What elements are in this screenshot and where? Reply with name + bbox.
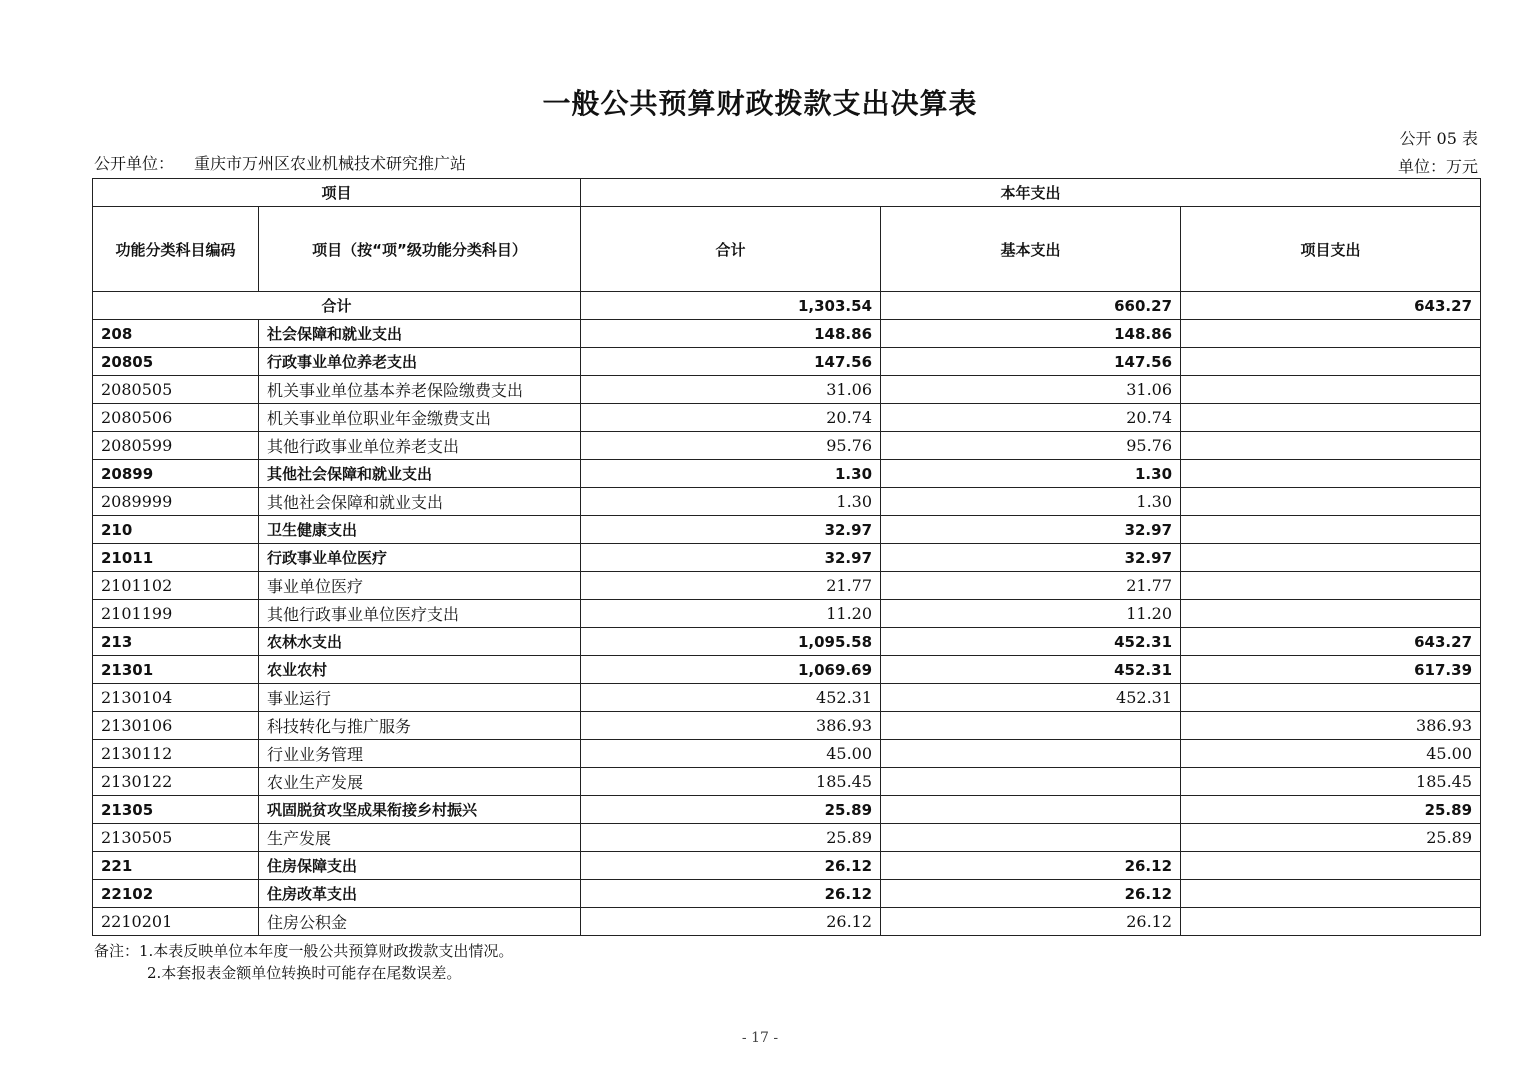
row-basic bbox=[881, 740, 1181, 768]
header-project: 项目支出 bbox=[1181, 207, 1481, 292]
row-project: 386.93 bbox=[1181, 712, 1481, 740]
row-total: 11.20 bbox=[581, 600, 881, 628]
row-total: 32.97 bbox=[581, 544, 881, 572]
row-basic bbox=[881, 768, 1181, 796]
page-number: - 17 - bbox=[741, 1030, 779, 1046]
row-basic: 32.97 bbox=[881, 516, 1181, 544]
row-code: 2101102 bbox=[93, 572, 259, 600]
table-row bbox=[93, 376, 1481, 404]
row-name: 生产发展 bbox=[259, 824, 581, 852]
row-basic bbox=[881, 712, 1181, 740]
row-total: 45.00 bbox=[581, 740, 881, 768]
table-row bbox=[93, 684, 1481, 712]
row-code: 2130122 bbox=[93, 768, 259, 796]
row-name: 行业业务管理 bbox=[259, 740, 581, 768]
note-line-1: 备注：1.本表反映单位本年度一般公共预算财政拨款支出情况。 bbox=[94, 942, 514, 960]
notes bbox=[94, 940, 513, 984]
row-code: 20805 bbox=[93, 348, 259, 376]
row-project: 45.00 bbox=[1181, 740, 1481, 768]
row-total: 20.74 bbox=[581, 404, 881, 432]
row-basic: 452.31 bbox=[881, 684, 1181, 712]
row-basic: 452.31 bbox=[881, 656, 1181, 684]
row-total: 147.56 bbox=[581, 348, 881, 376]
header-code: 功能分类科目编码 bbox=[93, 207, 259, 292]
row-basic: 21.77 bbox=[881, 572, 1181, 600]
unit-label: 公开单位： bbox=[94, 154, 175, 173]
row-code: 21305 bbox=[93, 796, 259, 824]
row-name: 社会保障和就业支出 bbox=[259, 320, 581, 348]
row-name: 行政事业单位养老支出 bbox=[259, 348, 581, 376]
row-project: 25.89 bbox=[1181, 796, 1481, 824]
row-total: 26.12 bbox=[581, 852, 881, 880]
note-line-2: 2.本套报表金额单位转换时可能存在尾数误差。 bbox=[147, 964, 462, 982]
row-code: 21011 bbox=[93, 544, 259, 572]
row-basic: 1.30 bbox=[881, 460, 1181, 488]
row-basic: 148.86 bbox=[881, 320, 1181, 348]
form-number: 公开 05 表 bbox=[1399, 129, 1478, 148]
row-code: 210 bbox=[93, 516, 259, 544]
header-this-year: 本年支出 bbox=[581, 179, 1481, 207]
row-code: 2080506 bbox=[93, 404, 259, 432]
table-row bbox=[93, 432, 1481, 460]
row-project bbox=[1181, 684, 1481, 712]
row-total: 148.86 bbox=[581, 320, 881, 348]
row-project: 617.39 bbox=[1181, 656, 1481, 684]
row-total: 26.12 bbox=[581, 908, 881, 936]
table-row bbox=[93, 460, 1481, 488]
row-total: 25.89 bbox=[581, 796, 881, 824]
row-name: 机关事业单位基本养老保险缴费支出 bbox=[259, 376, 581, 404]
row-total: 26.12 bbox=[581, 880, 881, 908]
table-row bbox=[93, 572, 1481, 600]
table-row bbox=[93, 824, 1481, 852]
table-row bbox=[93, 516, 1481, 544]
row-project bbox=[1181, 348, 1481, 376]
table-row bbox=[93, 600, 1481, 628]
row-total: 452.31 bbox=[581, 684, 881, 712]
row-code: 2210201 bbox=[93, 908, 259, 936]
total-row bbox=[93, 292, 1481, 320]
header-name: 项目（按“项”级功能分类科目） bbox=[259, 207, 581, 292]
row-project bbox=[1181, 320, 1481, 348]
page-title: 一般公共预算财政拨款支出决算表 bbox=[542, 87, 978, 120]
header-item: 项目 bbox=[93, 179, 581, 207]
row-total: 185.45 bbox=[581, 768, 881, 796]
row-project: 25.89 bbox=[1181, 824, 1481, 852]
row-name: 其他行政事业单位医疗支出 bbox=[259, 600, 581, 628]
row-project bbox=[1181, 488, 1481, 516]
row-name: 行政事业单位医疗 bbox=[259, 544, 581, 572]
row-basic bbox=[881, 824, 1181, 852]
table-row bbox=[93, 320, 1481, 348]
row-total: 95.76 bbox=[581, 432, 881, 460]
total-label: 合计 bbox=[93, 292, 581, 320]
row-basic: 32.97 bbox=[881, 544, 1181, 572]
row-total: 31.06 bbox=[581, 376, 881, 404]
table-row bbox=[93, 796, 1481, 824]
row-code: 2130505 bbox=[93, 824, 259, 852]
row-project bbox=[1181, 880, 1481, 908]
header-basic: 基本支出 bbox=[881, 207, 1181, 292]
row-total: 386.93 bbox=[581, 712, 881, 740]
row-project: 185.45 bbox=[1181, 768, 1481, 796]
row-project bbox=[1181, 544, 1481, 572]
row-project bbox=[1181, 908, 1481, 936]
total-project: 643.27 bbox=[1181, 292, 1481, 320]
header-row-top bbox=[93, 179, 1481, 207]
row-name: 机关事业单位职业年金缴费支出 bbox=[259, 404, 581, 432]
row-basic: 20.74 bbox=[881, 404, 1181, 432]
table-row bbox=[93, 768, 1481, 796]
row-name: 农林水支出 bbox=[259, 628, 581, 656]
row-code: 208 bbox=[93, 320, 259, 348]
table-row bbox=[93, 348, 1481, 376]
table-row bbox=[93, 404, 1481, 432]
row-total: 32.97 bbox=[581, 516, 881, 544]
header-total: 合计 bbox=[581, 207, 881, 292]
row-name: 其他行政事业单位养老支出 bbox=[259, 432, 581, 460]
table-row bbox=[93, 712, 1481, 740]
row-name: 住房公积金 bbox=[259, 908, 581, 936]
row-name: 科技转化与推广服务 bbox=[259, 712, 581, 740]
row-name: 其他社会保障和就业支出 bbox=[259, 460, 581, 488]
expenditure-table bbox=[92, 178, 1481, 936]
row-code: 21301 bbox=[93, 656, 259, 684]
row-project: 643.27 bbox=[1181, 628, 1481, 656]
row-code: 2101199 bbox=[93, 600, 259, 628]
row-total: 1.30 bbox=[581, 488, 881, 516]
row-total: 1.30 bbox=[581, 460, 881, 488]
table-row bbox=[93, 908, 1481, 936]
row-basic: 26.12 bbox=[881, 852, 1181, 880]
money-unit: 单位：万元 bbox=[1397, 157, 1478, 176]
row-total: 1,095.58 bbox=[581, 628, 881, 656]
table-row bbox=[93, 488, 1481, 516]
table-row bbox=[93, 852, 1481, 880]
table-row bbox=[93, 544, 1481, 572]
row-project bbox=[1181, 376, 1481, 404]
row-basic: 26.12 bbox=[881, 908, 1181, 936]
row-total: 1,069.69 bbox=[581, 656, 881, 684]
row-basic: 11.20 bbox=[881, 600, 1181, 628]
row-basic: 452.31 bbox=[881, 628, 1181, 656]
row-project bbox=[1181, 516, 1481, 544]
row-basic: 31.06 bbox=[881, 376, 1181, 404]
row-code: 22102 bbox=[93, 880, 259, 908]
row-name: 住房改革支出 bbox=[259, 880, 581, 908]
row-name: 事业运行 bbox=[259, 684, 581, 712]
unit-name: 重庆市万州区农业机械技术研究推广站 bbox=[194, 154, 467, 173]
row-project bbox=[1181, 572, 1481, 600]
row-name: 卫生健康支出 bbox=[259, 516, 581, 544]
header-row-main bbox=[93, 207, 1481, 292]
row-project bbox=[1181, 460, 1481, 488]
row-project bbox=[1181, 404, 1481, 432]
row-project bbox=[1181, 852, 1481, 880]
total-basic: 660.27 bbox=[881, 292, 1181, 320]
row-basic: 95.76 bbox=[881, 432, 1181, 460]
row-project bbox=[1181, 600, 1481, 628]
table-row bbox=[93, 656, 1481, 684]
row-code: 2130106 bbox=[93, 712, 259, 740]
row-code: 213 bbox=[93, 628, 259, 656]
row-code: 221 bbox=[93, 852, 259, 880]
row-basic: 26.12 bbox=[881, 880, 1181, 908]
row-basic: 147.56 bbox=[881, 348, 1181, 376]
total-sum: 1,303.54 bbox=[581, 292, 881, 320]
row-name: 事业单位医疗 bbox=[259, 572, 581, 600]
row-name: 农业农村 bbox=[259, 656, 581, 684]
row-code: 2080599 bbox=[93, 432, 259, 460]
row-total: 21.77 bbox=[581, 572, 881, 600]
row-name: 其他社会保障和就业支出 bbox=[259, 488, 581, 516]
row-project bbox=[1181, 432, 1481, 460]
row-code: 20899 bbox=[93, 460, 259, 488]
row-basic: 1.30 bbox=[881, 488, 1181, 516]
table-row bbox=[93, 740, 1481, 768]
table-row bbox=[93, 628, 1481, 656]
row-code: 2130104 bbox=[93, 684, 259, 712]
table-row bbox=[93, 880, 1481, 908]
row-name: 巩固脱贫攻坚成果衔接乡村振兴 bbox=[259, 796, 581, 824]
row-code: 2130112 bbox=[93, 740, 259, 768]
row-name: 住房保障支出 bbox=[259, 852, 581, 880]
reporting-unit bbox=[94, 151, 466, 174]
row-code: 2089999 bbox=[93, 488, 259, 516]
row-total: 25.89 bbox=[581, 824, 881, 852]
row-code: 2080505 bbox=[93, 376, 259, 404]
row-basic bbox=[881, 796, 1181, 824]
row-name: 农业生产发展 bbox=[259, 768, 581, 796]
